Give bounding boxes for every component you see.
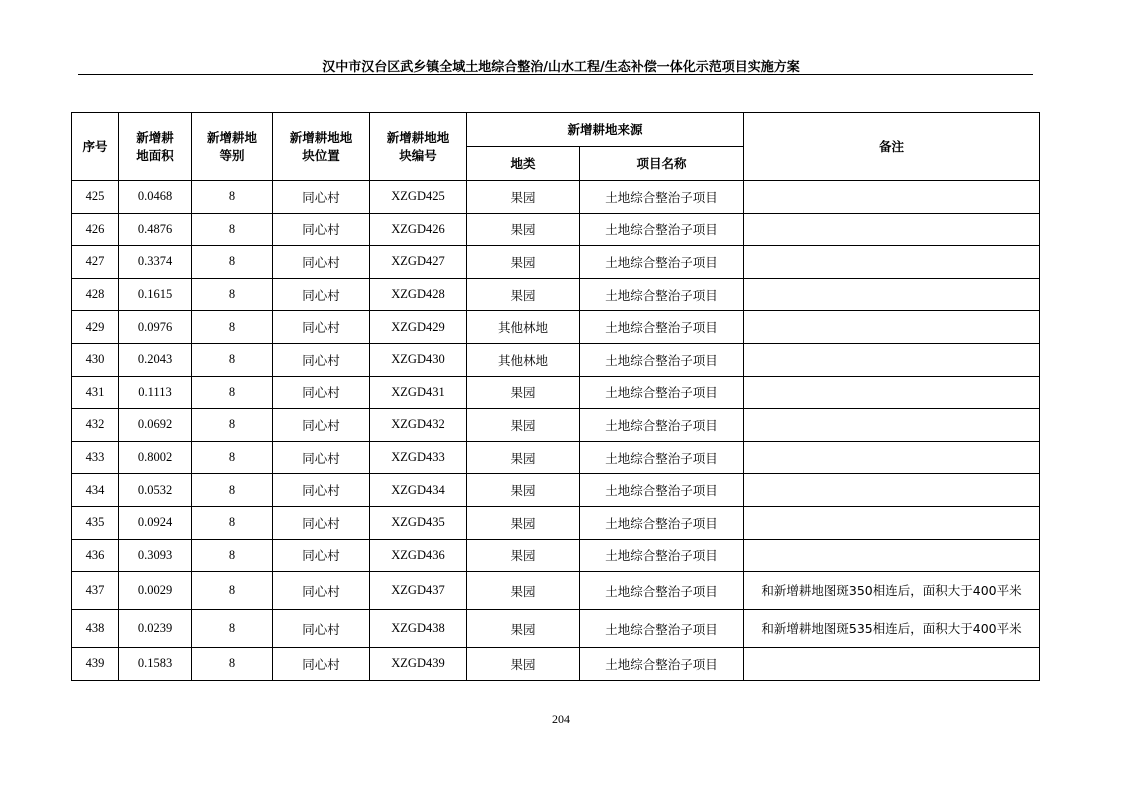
- cell-plot-code: XZGD432: [370, 409, 467, 442]
- cell-project-name: 土地综合整治子项目: [580, 213, 744, 246]
- header-seq: 序号: [72, 113, 119, 181]
- cell-area: 0.8002: [119, 441, 192, 474]
- cell-area: 0.0239: [119, 610, 192, 648]
- cell-project-name: 土地综合整治子项目: [580, 376, 744, 409]
- cell-plot-code: XZGD425: [370, 181, 467, 214]
- cell-area: 0.3093: [119, 539, 192, 572]
- cell-plot-code: XZGD430: [370, 343, 467, 376]
- cell-grade: 8: [192, 343, 273, 376]
- table-row: [72, 441, 1040, 474]
- cell-land-type: 果园: [467, 376, 580, 409]
- cell-remark: [744, 343, 1040, 376]
- cell-area: 0.1583: [119, 648, 192, 681]
- table-row: [72, 474, 1040, 507]
- table-row: [72, 311, 1040, 344]
- cell-seq: 431: [72, 376, 119, 409]
- cell-remark: [744, 311, 1040, 344]
- table-body: [72, 181, 1040, 681]
- cell-seq: 439: [72, 648, 119, 681]
- cell-remark: [744, 409, 1040, 442]
- table-row: [72, 539, 1040, 572]
- cell-land-type: 果园: [467, 213, 580, 246]
- cell-location: 同心村: [273, 311, 370, 344]
- cell-remark: [744, 278, 1040, 311]
- cell-land-type: 果园: [467, 278, 580, 311]
- cell-seq: 438: [72, 610, 119, 648]
- cell-remark: [744, 213, 1040, 246]
- cell-project-name: 土地综合整治子项目: [580, 311, 744, 344]
- cell-grade: 8: [192, 506, 273, 539]
- cell-plot-code: XZGD438: [370, 610, 467, 648]
- cell-project-name: 土地综合整治子项目: [580, 539, 744, 572]
- cell-project-name: 土地综合整治子项目: [580, 246, 744, 279]
- cell-location: 同心村: [273, 572, 370, 610]
- cell-area: 0.1113: [119, 376, 192, 409]
- cell-location: 同心村: [273, 539, 370, 572]
- cell-area: 0.0692: [119, 409, 192, 442]
- cell-location: 同心村: [273, 648, 370, 681]
- header-new-farmland-grade: 新增耕地 等别: [192, 113, 273, 181]
- cell-area: 0.0532: [119, 474, 192, 507]
- cell-seq: 426: [72, 213, 119, 246]
- table-row: [72, 506, 1040, 539]
- cell-seq: 429: [72, 311, 119, 344]
- cell-project-name: 土地综合整治子项目: [580, 506, 744, 539]
- cell-location: 同心村: [273, 506, 370, 539]
- cell-remark: [744, 539, 1040, 572]
- cell-project-name: 土地综合整治子项目: [580, 441, 744, 474]
- header-farmland-source: 新增耕地来源: [467, 113, 744, 147]
- cell-location: 同心村: [273, 181, 370, 214]
- table-row: [72, 376, 1040, 409]
- cell-plot-code: XZGD427: [370, 246, 467, 279]
- header-project-name: 项目名称: [580, 147, 744, 181]
- new-farmland-table: [71, 112, 1040, 681]
- cell-plot-code: XZGD428: [370, 278, 467, 311]
- cell-remark: [744, 376, 1040, 409]
- cell-project-name: 土地综合整治子项目: [580, 474, 744, 507]
- cell-land-type: 果园: [467, 409, 580, 442]
- cell-remark: [744, 648, 1040, 681]
- cell-seq: 428: [72, 278, 119, 311]
- table-row: [72, 246, 1040, 279]
- cell-plot-code: XZGD426: [370, 213, 467, 246]
- cell-location: 同心村: [273, 376, 370, 409]
- cell-project-name: 土地综合整治子项目: [580, 572, 744, 610]
- table-row: [72, 572, 1040, 610]
- cell-plot-code: XZGD437: [370, 572, 467, 610]
- table-row: [72, 213, 1040, 246]
- cell-grade: 8: [192, 213, 273, 246]
- cell-project-name: 土地综合整治子项目: [580, 409, 744, 442]
- cell-land-type: 果园: [467, 506, 580, 539]
- cell-grade: 8: [192, 572, 273, 610]
- cell-grade: 8: [192, 610, 273, 648]
- table-row: [72, 648, 1040, 681]
- table-row: [72, 343, 1040, 376]
- cell-seq: 430: [72, 343, 119, 376]
- cell-location: 同心村: [273, 441, 370, 474]
- cell-location: 同心村: [273, 343, 370, 376]
- header-remark: 备注: [744, 113, 1040, 181]
- cell-seq: 434: [72, 474, 119, 507]
- cell-land-type: 果园: [467, 648, 580, 681]
- cell-seq: 437: [72, 572, 119, 610]
- cell-seq: 435: [72, 506, 119, 539]
- cell-seq: 436: [72, 539, 119, 572]
- cell-location: 同心村: [273, 610, 370, 648]
- cell-grade: 8: [192, 441, 273, 474]
- cell-remark: [744, 506, 1040, 539]
- cell-plot-code: XZGD436: [370, 539, 467, 572]
- cell-area: 0.2043: [119, 343, 192, 376]
- cell-grade: 8: [192, 648, 273, 681]
- cell-grade: 8: [192, 311, 273, 344]
- cell-remark: [744, 441, 1040, 474]
- cell-plot-code: XZGD435: [370, 506, 467, 539]
- cell-project-name: 土地综合整治子项目: [580, 610, 744, 648]
- cell-area: 0.0924: [119, 506, 192, 539]
- cell-remark: 和新增耕地图斑535相连后，面积大于400平米: [744, 610, 1040, 648]
- table-row: [72, 278, 1040, 311]
- header-new-farmland-area: 新增耕 地面积: [119, 113, 192, 181]
- cell-land-type: 果园: [467, 246, 580, 279]
- table-row: [72, 181, 1040, 214]
- cell-land-type: 果园: [467, 572, 580, 610]
- cell-remark: [744, 181, 1040, 214]
- cell-project-name: 土地综合整治子项目: [580, 648, 744, 681]
- cell-plot-code: XZGD431: [370, 376, 467, 409]
- cell-location: 同心村: [273, 213, 370, 246]
- cell-land-type: 果园: [467, 181, 580, 214]
- cell-seq: 425: [72, 181, 119, 214]
- cell-location: 同心村: [273, 474, 370, 507]
- cell-location: 同心村: [273, 246, 370, 279]
- cell-plot-code: XZGD434: [370, 474, 467, 507]
- cell-grade: 8: [192, 376, 273, 409]
- cell-land-type: 果园: [467, 474, 580, 507]
- header-plot-code: 新增耕地地 块编号: [370, 113, 467, 181]
- cell-area: 0.3374: [119, 246, 192, 279]
- cell-seq: 432: [72, 409, 119, 442]
- cell-grade: 8: [192, 539, 273, 572]
- cell-grade: 8: [192, 278, 273, 311]
- header-plot-location: 新增耕地地 块位置: [273, 113, 370, 181]
- cell-project-name: 土地综合整治子项目: [580, 343, 744, 376]
- table-row: [72, 409, 1040, 442]
- cell-seq: 427: [72, 246, 119, 279]
- cell-plot-code: XZGD433: [370, 441, 467, 474]
- cell-location: 同心村: [273, 409, 370, 442]
- cell-seq: 433: [72, 441, 119, 474]
- cell-grade: 8: [192, 474, 273, 507]
- cell-land-type: 其他林地: [467, 311, 580, 344]
- cell-plot-code: XZGD439: [370, 648, 467, 681]
- cell-land-type: 果园: [467, 610, 580, 648]
- cell-remark: [744, 246, 1040, 279]
- cell-area: 0.1615: [119, 278, 192, 311]
- cell-location: 同心村: [273, 278, 370, 311]
- page-number: 204: [552, 712, 570, 726]
- cell-land-type: 果园: [467, 539, 580, 572]
- cell-project-name: 土地综合整治子项目: [580, 278, 744, 311]
- cell-plot-code: XZGD429: [370, 311, 467, 344]
- header-rule: [78, 74, 1033, 75]
- cell-grade: 8: [192, 409, 273, 442]
- cell-area: 0.0468: [119, 181, 192, 214]
- cell-land-type: 果园: [467, 441, 580, 474]
- cell-area: 0.4876: [119, 213, 192, 246]
- cell-land-type: 其他林地: [467, 343, 580, 376]
- cell-grade: 8: [192, 246, 273, 279]
- cell-remark: 和新增耕地图斑350相连后，面积大于400平米: [744, 572, 1040, 610]
- header-land-type: 地类: [467, 147, 580, 181]
- cell-project-name: 土地综合整治子项目: [580, 181, 744, 214]
- cell-grade: 8: [192, 181, 273, 214]
- table-row: [72, 610, 1040, 648]
- page-header-title: 汉中市汉台区武乡镇全域土地综合整治/山水工程/生态补偿一体化示范项目实施方案: [322, 60, 800, 75]
- cell-area: 0.0029: [119, 572, 192, 610]
- cell-remark: [744, 474, 1040, 507]
- cell-area: 0.0976: [119, 311, 192, 344]
